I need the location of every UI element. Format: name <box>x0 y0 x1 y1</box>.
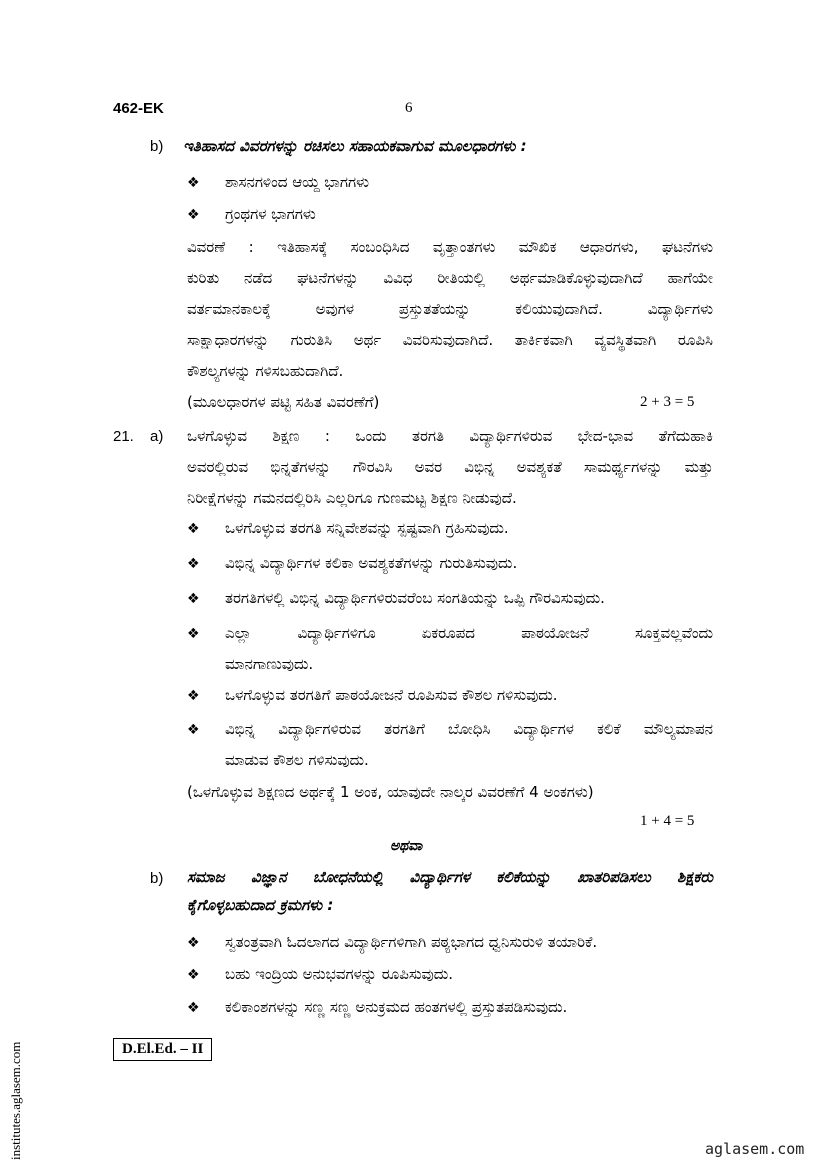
q21a-bullet-2: ವಿಭಿನ್ನ ವಿದ್ಯಾರ್ಥಿಗಳ ಕಲಿಕಾ ಅವಶ್ಯಕತೆಗಳನ್ನು ಗುರುತಿಸುವುದು. <box>225 554 518 572</box>
side-watermark: institutes.aglasem.com <box>8 1041 23 1160</box>
q20b-question: ಇತಿಹಾಸದ ವಿವರಗಳನ್ನು ರಚಿಸಲು ಸಹಾಯಕವಾಗುವ ಮೂಲಧಾರಗಳು : <box>183 137 527 155</box>
q20b-bullet-1: ಶಾಸನಗಳಿಂದ ಆಯ್ದ ಭಾಗಗಳು <box>225 173 369 191</box>
paper-code: 462-EK <box>113 100 164 117</box>
q21b-bullet-2: ಬಹು ಇಂದ್ರಿಯ ಅನುಭವಗಳನ್ನು ರೂಪಿಸುವುದು. <box>225 965 454 983</box>
bullet-icon: ❖ <box>187 935 200 951</box>
q20b-explanation-line: ಸಾಕ್ಷಾಧಾರಗಳನ್ನು ಗುರುತಿಸಿ ಅರ್ಥ ವಿವರಿಸುವುದಾಗಿದೆ. ತಾರ್ಕಿಕವಾಗಿ ವ್ಯವಸ್ಥಿತವಾಗಿ ರೂಪಿಸಿ <box>187 331 713 349</box>
q21a-intro-line: ಒಳಗೊಳ್ಳುವ ಶಿಕ್ಷಣ : ಒಂದು ತರಗತಿ ವಿದ್ಯಾರ್ಥಿಗಳಿರುವ ಭೇದ-ಭಾವ ತೆಗೆದುಹಾಕಿ <box>187 427 713 445</box>
bullet-icon: ❖ <box>187 722 200 738</box>
bullet-icon: ❖ <box>187 967 200 983</box>
bullet-icon: ❖ <box>187 1000 200 1016</box>
q21b-bullet-3: ಕಲಿಕಾಂಶಗಳನ್ನು ಸಣ್ಣ ಸಣ್ಣ ಅನುಕ್ರಮದ ಹಂತಗಳಲ್ಲಿ ಪ್ರಸ್ತುತಪಡಿಸುವುದು. <box>225 998 568 1016</box>
q21a-bullet-4-line-2: ಮಾನಗಾಣುವುದು. <box>225 655 314 673</box>
q21a-label: a) <box>150 428 164 445</box>
q21b-label: b) <box>150 870 164 887</box>
q20b-marks-note: (ಮೂಲಧಾರಗಳ ಪಟ್ಟಿ ಸಹಿತ ವಿವರಣೆಗೆ) <box>187 393 380 411</box>
q21a-marks-note: (ಒಳಗೊಳ್ಳುವ ಶಿಕ್ಷಣದ ಅರ್ಥಕ್ಕೆ 1 ಅಂಕ, ಯಾವುದೇ ನಾಲ್ಕರ ವಿವರಣೆಗೆ 4 ಅಂಕಗಳು) <box>187 783 594 801</box>
q20b-marks: 2 + 3 = 5 <box>640 394 695 410</box>
q20b-explanation-line: ವರ್ತಮಾನಕಾಲಕ್ಕೆ ಅವುಗಳ ಪ್ರಸ್ತುತತೆಯನ್ನು ಕಲಿಯುವುದಾಗಿದೆ. ವಿದ್ಯಾರ್ಥಿಗಳು <box>187 300 713 318</box>
q20b-explanation-line: ಕುರಿತು ನಡೆದ ಘಟನೆಗಳನ್ನು ವಿವಿಧ ರೀತಿಯಲ್ಲಿ ಅರ್ಥಮಾಡಿಕೊಳ್ಳುವುದಾಗಿದೆ ಹಾಗೆಯೇ <box>187 269 713 287</box>
bullet-icon: ❖ <box>187 207 200 223</box>
bullet-icon: ❖ <box>187 521 200 537</box>
q21a-marks: 1 + 4 = 5 <box>640 813 695 829</box>
q21b-question-line-2: ಕೈಗೊಳ್ಳಬಹುದಾದ ಕ್ರಮಗಳು : <box>187 896 334 914</box>
q21a-bullet-3: ತರಗತಿಗಳಲ್ಲಿ ವಿಭಿನ್ನ ವಿದ್ಯಾರ್ಥಿಗಳಿರುವರೆಂಬ ಸಂಗತಿಯನ್ನು ಒಪ್ಪಿ ಗೌರವಿಸುವುದು. <box>225 589 605 607</box>
q21-number: 21. <box>113 428 134 445</box>
q21a-bullet-4-line-1: ಎಲ್ಲಾ ವಿದ್ಯಾರ್ಥಿಗಳಿಗೂ ಏಕರೂಪದ ಪಾಠಯೋಜನೆ ಸೂಕ್ತವಲ್ಲವೆಂದು <box>225 624 713 642</box>
q21b-question-line-1: ಸಮಾಜ ವಿಜ್ಞಾನ ಬೋಧನೆಯಲ್ಲಿ ವಿದ್ಯಾರ್ಥಿಗಳ ಕಲಿಕೆಯನ್ನು ಖಾತರಿಪಡಿಸಲು ಶಿಕ್ಷಕರು <box>187 868 713 886</box>
bullet-icon: ❖ <box>187 688 200 704</box>
course-footer-box: D.El.Ed. – II <box>113 1038 212 1061</box>
q20b-label: b) <box>150 138 164 155</box>
bullet-icon: ❖ <box>187 591 200 607</box>
q21a-bullet-1: ಒಳಗೊಳ್ಳುವ ತರಗತಿ ಸನ್ನಿವೇಶವನ್ನು ಸ್ಪಷ್ಟವಾಗಿ ಗ್ರಹಿಸುವುದು. <box>225 519 509 537</box>
corner-watermark: aglasem.com <box>705 1140 805 1158</box>
q20b-explanation-line: ಕೌಶಲ್ಯಗಳನ್ನು ಗಳಿಸಬಹುದಾಗಿದೆ. <box>187 362 344 380</box>
q21a-bullet-6-line-1: ವಿಭಿನ್ನ ವಿದ್ಯಾರ್ಥಿಗಳಿರುವ ತರಗತಿಗೆ ಬೋಧಿಸಿ ವಿದ್ಯಾರ್ಥಿಗಳ ಕಲಿಕೆ ಮೌಲ್ಯಮಾಪನ <box>225 720 713 738</box>
q21a-bullet-5: ಒಳಗೊಳ್ಳುವ ತರಗತಿಗೆ ಪಾಠಯೋಜನೆ ರೂಪಿಸುವ ಕೌಶಲ ಗಳಿಸುವುದು. <box>225 686 558 704</box>
bullet-icon: ❖ <box>187 175 200 191</box>
q21a-intro-line: ನಿರೀಕ್ಷೆಗಳನ್ನು ಗಮನದಲ್ಲಿರಿಸಿ ಎಲ್ಲರಿಗೂ ಗುಣಮಟ್ಟ ಶಿಕ್ಷಣ ನೀಡುವುದೆ. <box>187 489 517 507</box>
q21a-intro-line: ಅವರಲ್ಲಿರುವ ಭಿನ್ನತೆಗಳನ್ನು ಗೌರವಿಸಿ ಅವರ ವಿಭಿನ್ನ ಅವಶ್ಯಕತೆ ಸಾಮರ್ಥ್ಯಗಳನ್ನು ಮತ್ತು <box>187 458 713 476</box>
or-label: ಅಥವಾ <box>390 838 423 854</box>
q20b-bullet-2: ಗ್ರಂಥಗಳ ಭಾಗಗಳು <box>225 205 316 223</box>
bullet-icon: ❖ <box>187 556 200 572</box>
bullet-icon: ❖ <box>187 626 200 642</box>
q20b-explanation-line: ವಿವರಣೆ : ಇತಿಹಾಸಕ್ಕೆ ಸಂಬಂಧಿಸಿದ ವೃತ್ತಾಂತಗಳು ಮೌಖಿಕ ಆಧಾರಗಳು, ಘಟನೆಗಳು <box>187 238 713 256</box>
page-number: 6 <box>405 100 413 116</box>
q21b-bullet-1: ಸ್ವತಂತ್ರವಾಗಿ ಓದಲಾಗದ ವಿದ್ಯಾರ್ಥಿಗಳಿಗಾಗಿ ಪಠ್ಯಭಾಗದ ಧ್ವನಿಸುರುಳಿ ತಯಾರಿಕೆ. <box>225 933 598 951</box>
q21a-bullet-6-line-2: ಮಾಡುವ ಕೌಶಲ ಗಳಿಸುವುದು. <box>225 751 369 769</box>
